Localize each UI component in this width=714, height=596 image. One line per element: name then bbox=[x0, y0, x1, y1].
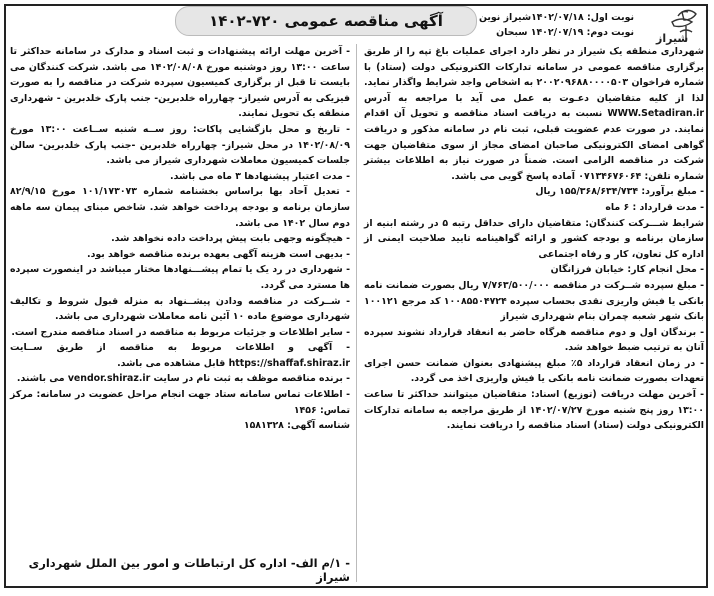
estimated-amount: - مبلغ برآورد: ۱۵۵/۳۶۸/۶۳۴/۷۳۴ ریال bbox=[535, 186, 704, 198]
right-column bbox=[363, 12, 705, 586]
proposal-deadline: - آخرین مهلت ارائه پیشنهادات و ثبت اسناد و مدارک در سامانه حداکثر تا ساعت ۱۳:۰۰ روز دوشنبه مورخ ۱۴۰۲/۰۸/۰۸ می باشد. شرکت کنندگان می بایست تا قبل از برگزاری کمیسیون سپرده شرکت در مناقصه را به صورت فیزیکی به آدرس شیراز- چهارراه خلدبرین- جنب پارک خلدبرین - شهرداری منطقه یک تحویل نمایند. bbox=[10, 46, 350, 120]
website-info: - آگهی و اطلاعات مربوط به مناقصه از طریق ســایت https://shaffaf.shiraz.ir قابل مشاهده می باشد. bbox=[10, 342, 350, 369]
setad-contact: - اطلاعات تماس سامانه ستاد جهت انجام مراحل عضویت در سامانه: مرکز تماس: ۱۴۵۶ bbox=[10, 389, 350, 416]
work-location: - محل انجام کار: خیابان فرزانگان bbox=[550, 264, 704, 276]
notice-title-text: آگهی مناقصه عمومی ۷۲۰-۱۴۰۲ bbox=[209, 12, 443, 30]
winners-deposit-note: - برندگان اول و دوم مناقصه هرگاه حاضر به انعقاد قرارداد نشوند سپرده آنان به ترتیب ضبط خواهد شد. bbox=[364, 326, 704, 354]
logo-text: شیراز bbox=[656, 32, 689, 45]
contract-duration: - مدت قرارداد : ۶ ماه bbox=[605, 201, 704, 213]
opening-date-place: - تاریخ و محل بازگشایی پاکات: روز ســه شنبه ســاعت ۱۳:۰۰ مورخ ۱۴۰۲/۰۸/۰۹ در محل شیراز- چهارراه خلدبرین -جنب پارک خلدبرین- سالن جلسات کمیسیون معاملات شهرداری شیراز می باشد. bbox=[10, 123, 350, 167]
performance-guarantee: - در زمان انعقاد قرارداد ۵٪ مبلغ پیشنهادی بعنوان ضمانت حسن اجرای تعهدات بصورت ضمانت نامه بانکی یا فیش واریزی اخذ می گردد. bbox=[364, 357, 704, 385]
document-deadline: - آخرین مهلت دریافت (توزیع) اسناد: متقاضیان میتوانند حداکثر تا ساعت ۱۳:۰۰ روز پنج شنبه مورخ ۱۴۰۲/۰۷/۲۷ از طریق مراجعه به سامانه تدارکات الکترونیکی دولت (ستاد) اسناد مناقصه را دریافت نمایند. bbox=[364, 389, 704, 432]
rejection-right: - شهرداری در رد یک یا تمام پیشـــنهادها مختار میباشد در اینصورت سپرده ها مسترد می گردد. bbox=[10, 264, 350, 291]
acceptance-terms: - شــرکت در مناقصه ودادن پیشــنهاد به منزله قبول شروط و تکالیف شهرداری موضوع ماده ۱۰ آئین نامه معاملات شهرداری می باشد. bbox=[10, 295, 350, 323]
ad-cost-note: - بدیهی است هزینه آگهی بعهده برنده مناقصه خواهد بود. bbox=[87, 248, 350, 260]
deposit-amount: - مبلغ سپرده شــرکت در مناقصه ۷/۷۶۳/۵۰۰/۰۰۰ ریال بصورت ضمانت نامه بانکی یا فیش واریزی نقدی بحساب سپرده ۱۰۰۸۵۵۰۴۷۲۴ کد مرجع ۱۰۰۱۲۱ بانک شهر شعبه چمران بنام شهرداری شیراز bbox=[363, 279, 705, 323]
vendor-registration: - برنده مناقصه موظف به ثبت نام در سایت vendor.shiraz.ir می باشند. bbox=[16, 373, 350, 385]
notice-id: شناسه آگهی: ۱۵۸۱۳۲۸ bbox=[243, 420, 350, 432]
no-prepayment: - هیچگونه وجهی بابت پیش پرداخت داده نخواهد شد. bbox=[111, 233, 350, 245]
publisher-footer: - ۱/م الف- اداره کل ارتباطات و امور بین الملل شهرداری شیراز bbox=[28, 556, 350, 584]
participant-conditions: شرایط شـــرکت کنندگان: متقاضیان دارای حداقل رتبه ۵ در رشته ابنیه از سازمان برنامه و بودجه کشور و ارائه گواهینامه تایید صلاحیت ایمنی از اداره کل تعاون، کار و رفاه اجتماعی bbox=[364, 217, 705, 260]
first-publication: نوبت اول: ۱۴۰۲/۰۷/۱۸شیراز نوین bbox=[478, 12, 634, 23]
other-info: - سایر اطلاعات و جزئیات مربوط به مناقصه در اسناد مناقصه مندرج است. bbox=[11, 326, 350, 338]
proposal-validity: - مدت اعتبار پیشنهادها ۳ ماه می باشد. bbox=[170, 170, 350, 182]
left-column bbox=[10, 44, 350, 586]
publication-dates bbox=[364, 10, 634, 40]
second-publication: نوبت دوم: ۱۴۰۲/۰۷/۱۹ سبحان bbox=[496, 27, 634, 38]
tender-description: شهرداری منطقه یک شیراز در نظر دارد اجرای عملیات باغ تپه را از طریق برگزاری مناقصه عمومی در سامانه تدارکات الکترونیکی دولت (ستاد) با شماره فراخوان ۲۰۰۲۰۹۶۸۸۰۰۰۰۵۰۳ به اشخاص واجد شرایط واگذار نماید. لذا از کلیه متقاضیان دعـوت به عمل می آید با مراجعه به آدرس WWW.Setadiran.ir نسبت به دریافت اسناد مناقصه و تحویل آن اقدام نمایند. در صورت عدم عضویت قبلی، ثبت نام در سامانه مذکور و دریافت گواهی امضای الکترونیکی صاحبان امضای مجاز از سوی متقاضیان جهت شرکت در مناقصه الزامی است. ضمناً در صورت نیاز به اطلاعات بیشتر شماره تلفن: ۰۷۱۳۴۶۷۶۰۶۴ آماده پاسخ گویی می باشد. bbox=[364, 46, 704, 182]
price-adjustment: - تعدیل آحاد بها براساس بخشنامه شماره ۱۰۱/۱۷۳۰۷۳ مورخ ۸۲/۹/۱۵ سازمان برنامه و بودجه پرداخت خواهد شد. شاخص مبنای پیمان سه ماهه دوم سال ۱۴۰۲ می باشد. bbox=[10, 186, 350, 229]
column-divider bbox=[356, 44, 357, 582]
